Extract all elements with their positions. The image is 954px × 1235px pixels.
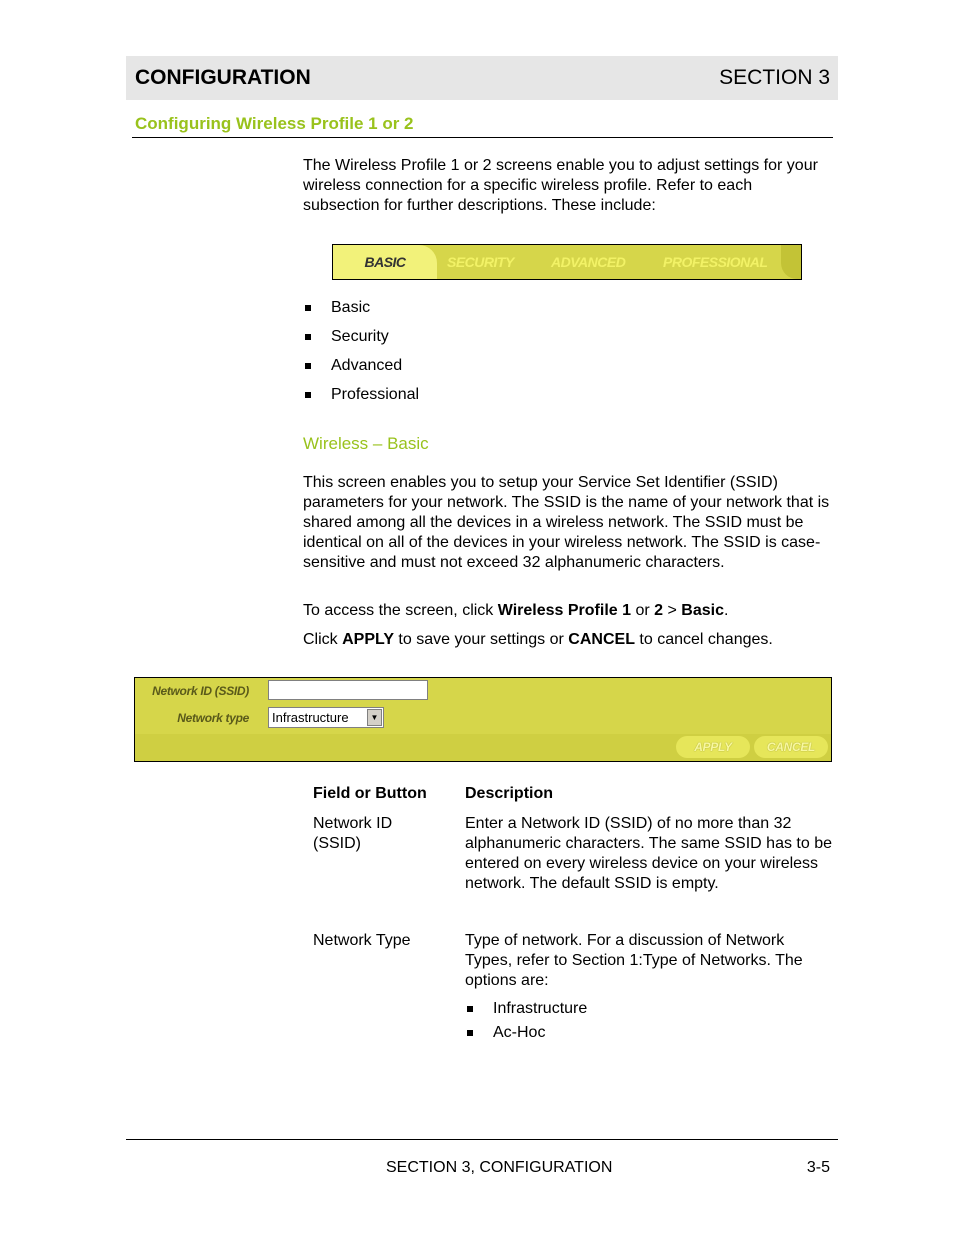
basic-paragraph: This screen enables you to setup your Service Set Identifier (SSID) parameters for your network. The SSID is the name of your network that is shared among all the devices in a wireless network. The SSID must be identical on all of the devices in your wireless network. The SSID is case-sensitive and must not exceed 32 alphanumeric characters. [303, 474, 830, 571]
network-type-select[interactable] [268, 707, 384, 728]
chevron-down-icon[interactable]: ▼ [367, 709, 382, 726]
ssid-label: Network ID (SSID) [152, 684, 249, 698]
table-header-field: Field or Button [313, 785, 427, 802]
cancel-button[interactable]: CANCEL [754, 736, 828, 758]
intro-paragraph: The Wireless Profile 1 or 2 screens enable you to adjust settings for your wireless connection for a specific wireless profile. Refer to each subsection for further descriptions. These include: [303, 157, 818, 214]
table-cell-field: Network ID (SSID) [313, 815, 393, 852]
list-item-label: Advanced [331, 357, 403, 374]
page-number: 3-5 [806, 1159, 830, 1176]
list-item-label: Security [331, 328, 389, 345]
basic-settings-panel [134, 677, 832, 762]
apply-button[interactable]: APPLY [676, 736, 750, 758]
bullet-icon [305, 305, 311, 311]
table-header-description: Description [465, 785, 554, 802]
header-title: CONFIGURATION [135, 66, 311, 89]
bullet-icon [467, 1006, 473, 1012]
bullet-icon [305, 363, 311, 369]
list-item-label: Ac-Hoc [493, 1024, 546, 1041]
wireless-tab-bar [332, 244, 802, 280]
list-item-label: Basic [331, 299, 371, 316]
ssid-input[interactable] [268, 680, 428, 700]
header-section: SECTION 3 [719, 66, 830, 89]
footer-divider [126, 1139, 838, 1140]
network-type-value: Infrastructure [272, 710, 349, 725]
tab-bar-end [781, 245, 801, 279]
footer-section-label: SECTION 3, CONFIGURATION [386, 1159, 613, 1176]
table-cell-description: Type of network. For a discussion of Network Types, refer to Section 1:Type of Networks. The options are: [465, 932, 803, 989]
subsection-heading: Wireless – Basic [303, 434, 429, 453]
table-cell-description: Enter a Network ID (SSID) of no more than 32 alphanumeric characters. The same SSID has to be entered on every wireless device on your wireless network. The default SSID is empty. [465, 815, 832, 892]
tab-professional[interactable]: PROFESSIONAL [663, 254, 768, 270]
bullet-icon [305, 392, 311, 398]
bullet-icon [467, 1030, 473, 1036]
access-instructions: To access the screen, click Wireless Profile 1 or 2 > Basic. [303, 602, 729, 619]
tab-basic[interactable]: BASIC [333, 245, 437, 279]
tab-security[interactable]: SECURITY [447, 254, 514, 270]
section-heading: Configuring Wireless Profile 1 or 2 [135, 114, 414, 133]
section-divider [132, 137, 833, 138]
list-item-label: Professional [331, 386, 420, 403]
table-cell-field: Network Type [313, 932, 411, 949]
panel-button-bar [135, 734, 831, 761]
apply-instructions: Click APPLY to save your settings or CANCEL to cancel changes. [303, 631, 773, 648]
bullet-icon [305, 334, 311, 340]
list-item-label: Infrastructure [493, 1000, 588, 1017]
tab-advanced[interactable]: ADVANCED [551, 254, 626, 270]
network-type-label: Network type [177, 711, 249, 725]
